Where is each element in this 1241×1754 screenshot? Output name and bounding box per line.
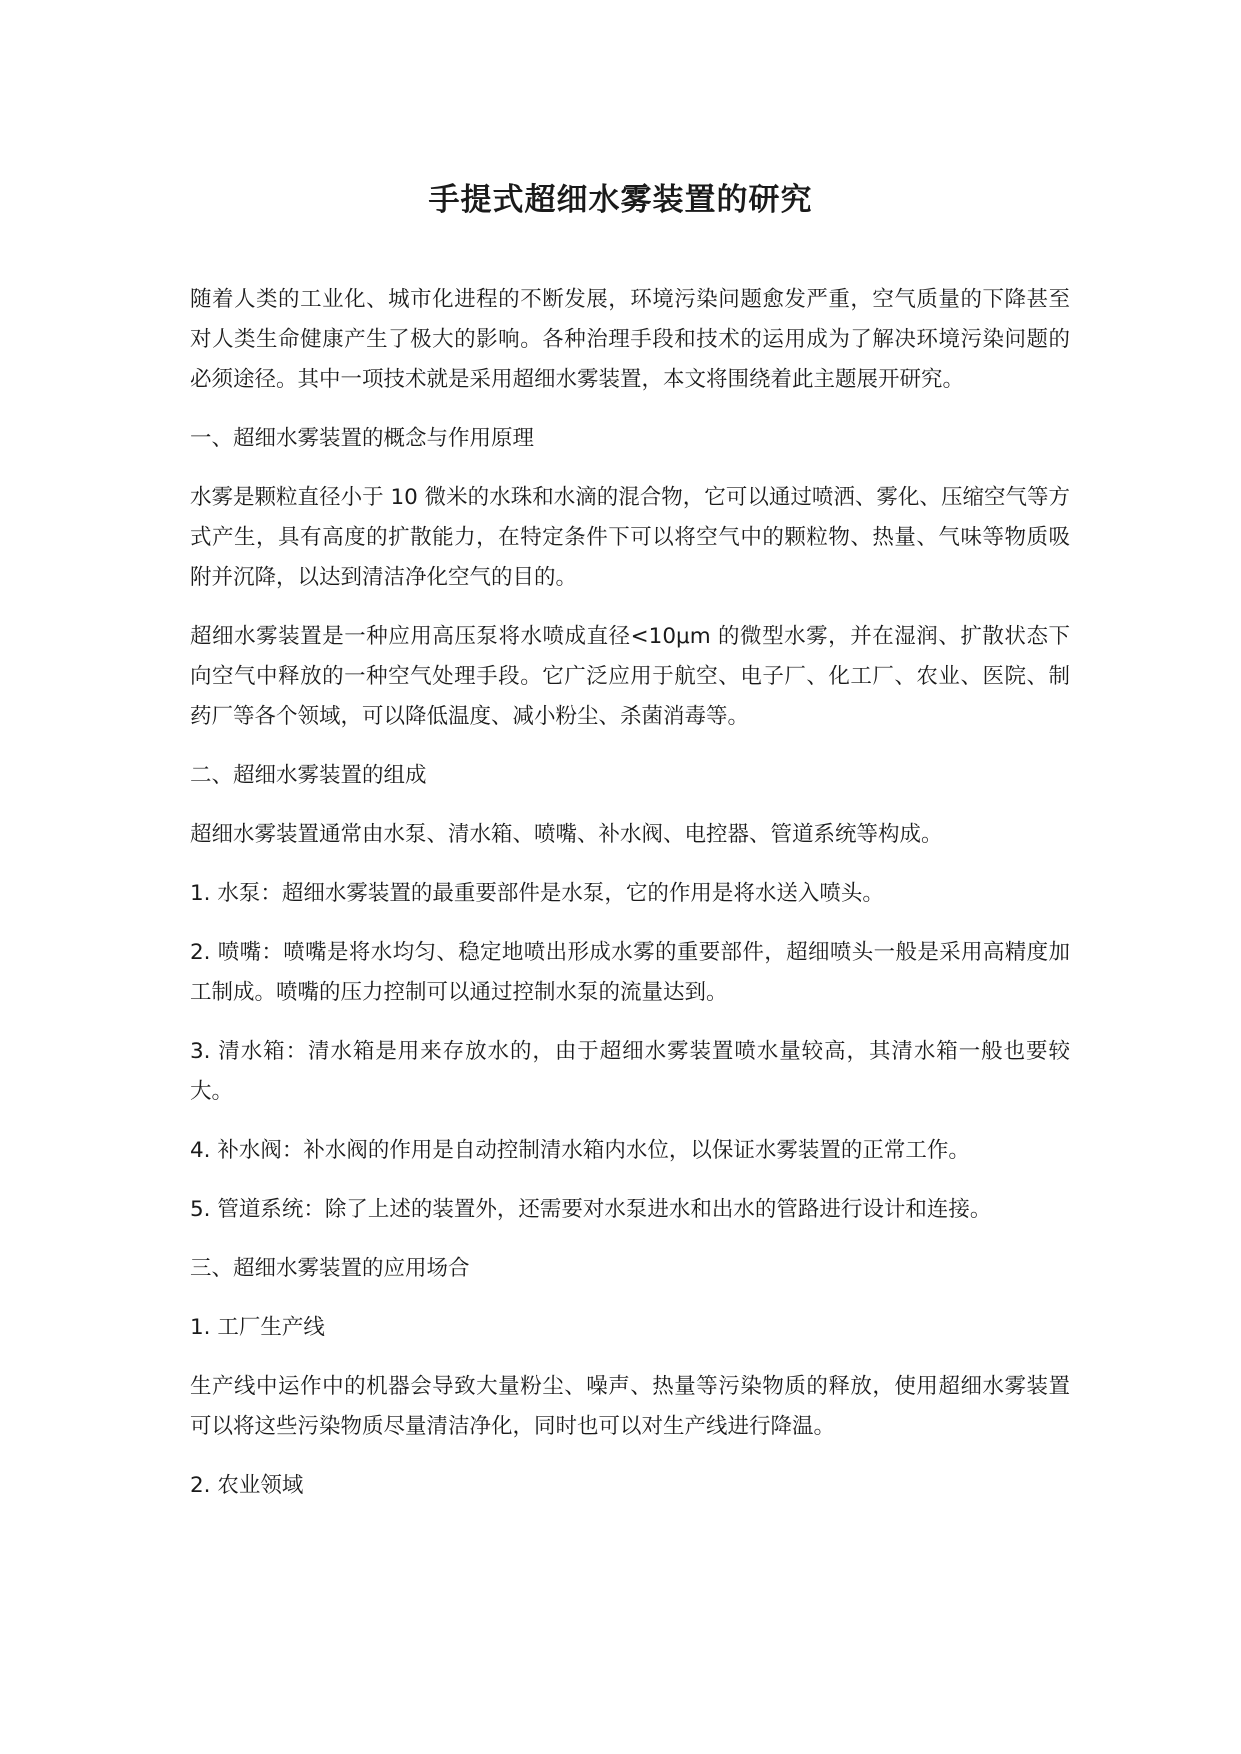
section-heading: 一、超细水雾装置的概念与作用原理: [190, 426, 535, 451]
document-body: [190, 280, 1070, 1525]
section-heading: 三、超细水雾装置的应用场合: [190, 1256, 470, 1281]
document-title: 手提式超细水雾装置的研究: [428, 182, 813, 218]
list-item: 5. 管道系统：除了上述的装置外，还需要对水泵进水和出水的管路进行设计和连接。: [190, 1197, 992, 1222]
list-item: 4. 补水阀：补水阀的作用是自动控制清水箱内水位，以保证水雾装置的正常工作。: [190, 1138, 970, 1163]
paragraph: 超细水雾装置是一种应用高压泵将水喷成直径<10μm 的微型水雾，并在湿润、扩散状态下向空气中释放的一种空气处理手段。它广泛应用于航空、电子厂、化工厂、农业、医院、制药厂等各个领域，可以降低温度、减小粉尘、杀菌消毒等。: [190, 624, 1070, 729]
paragraph: 超细水雾装置通常由水泵、清水箱、喷嘴、补水阀、电控器、管道系统等构成。: [190, 822, 943, 847]
paragraph: 生产线中运作中的机器会导致大量粉尘、噪声、热量等污染物质的释放，使用超细水雾装置可以将这些污染物质尽量清洁净化，同时也可以对生产线进行降温。: [190, 1374, 1070, 1439]
intro-paragraph: 随着人类的工业化、城市化进程的不断发展，环境污染问题愈发严重，空气质量的下降甚至对人类生命健康产生了极大的影响。各种治理手段和技术的运用成为了解决环境污染问题的必须途径。其中一项技术就是采用超细水雾装置，本文将围绕着此主题展开研究。: [190, 287, 1070, 392]
subsection-heading: 1. 工厂生产线: [190, 1315, 325, 1340]
list-item: 3. 清水箱：清水箱是用来存放水的，由于超细水雾装置喷水量较高，其清水箱一般也要较大。: [190, 1039, 1070, 1104]
paragraph: 水雾是颗粒直径小于 10 微米的水珠和水滴的混合物，它可以通过喷洒、雾化、压缩空气等方式产生，具有高度的扩散能力，在特定条件下可以将空气中的颗粒物、热量、气味等物质吸附并沉降，以达到清洁净化空气的目的。: [190, 485, 1070, 590]
section-heading: 二、超细水雾装置的组成: [190, 763, 427, 788]
list-item: 1. 水泵：超细水雾装置的最重要部件是水泵，它的作用是将水送入喷头。: [190, 881, 884, 906]
list-item: 2. 喷嘴：喷嘴是将水均匀、稳定地喷出形成水雾的重要部件，超细喷头一般是采用高精度加工制成。喷嘴的压力控制可以通过控制水泵的流量达到。: [190, 940, 1070, 1005]
subsection-heading: 2. 农业领域: [190, 1473, 304, 1498]
